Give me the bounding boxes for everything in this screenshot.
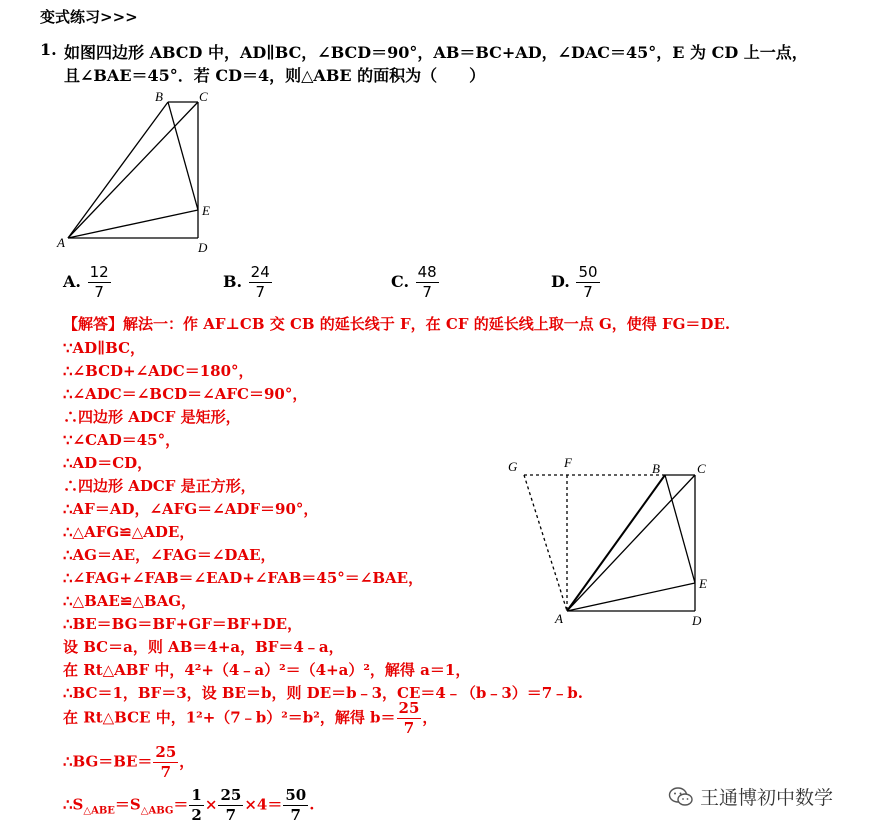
figure-square-construction <box>500 455 725 635</box>
segment-ae <box>567 583 695 611</box>
option-b-value: $\frac{24}{7}$ <box>250 263 270 301</box>
solution-step: 设 BC＝a，则 AB＝4+a，BF＝4﹣a， <box>63 638 344 656</box>
question-line-1: 如图四边形 ABCD 中，AD∥BC，∠BCD＝90°，AB＝BC+AD，∠DAC＝45°，E 为 CD 上一点， <box>64 43 808 62</box>
solution-bg-be: ∴BG＝BE＝ $\frac{25}{7}$ ， <box>63 743 195 781</box>
label-d: D <box>692 613 702 628</box>
label-g: G <box>508 459 518 474</box>
label-a: A <box>555 611 563 626</box>
label-f: F <box>564 455 572 470</box>
solution-area: $\therefore S_{\triangle ABE}=S_{\triangle ABG}=$ $\frac{1}{2}$ × $\frac{25}{7}$ ×4＝ $\frac{50}{7}$ . <box>63 786 315 824</box>
option-a[interactable] <box>63 265 112 300</box>
solution-step: ∴AF＝AD，∠AFG＝∠ADF＝90°， <box>63 500 319 518</box>
solution-step: ∴∠ADC＝∠BCD＝∠AFC＝90°， <box>63 385 308 403</box>
solution-rt-bce: 在 Rt△BCE 中，1²+（7﹣b）²＝b²，解得 b＝ $\frac{25}{7}$ ， <box>63 699 438 737</box>
label-c: C <box>697 461 706 476</box>
solution-step: ∴BE＝BG＝BF+GF＝BF+DE， <box>63 615 303 633</box>
segment-ga <box>524 475 567 611</box>
solution-step: ∴△BAE≌△BAG， <box>63 592 197 610</box>
question-line-2: 且∠BAE＝45°．若 CD＝4，则△ABE 的面积为（ ） <box>64 66 486 85</box>
solution-step: ∴∠FAG+∠FAB＝∠EAD+∠FAB＝45°＝∠BAE， <box>63 569 424 587</box>
segment-ae <box>68 210 198 238</box>
question-number: 1. <box>40 40 57 59</box>
section-title: 变式练习>>> <box>40 8 138 26</box>
option-b[interactable] <box>223 265 273 300</box>
solution-header: 【解答】解法一：作 AF⊥CB 交 CB 的延长线于 F，在 CF 的延长线上取一点 G，使得 FG＝DE. <box>63 315 731 333</box>
solution-step: ∴AD＝CD， <box>63 454 153 472</box>
solution-step: ∴△AFG≌△ADE， <box>63 523 195 541</box>
label-e: E <box>202 203 210 218</box>
option-c-letter: C. <box>391 272 410 291</box>
option-d[interactable] <box>551 265 601 300</box>
solution-step: 在 Rt△ABF 中，4²+（4﹣a）²＝（4+a）²，解得 a＝1， <box>63 661 471 679</box>
segment-ac <box>68 102 198 238</box>
solution-step: ∴AG＝AE，∠FAG＝∠DAE， <box>63 546 276 564</box>
solution-step: ∵∠CAD＝45°， <box>63 431 181 449</box>
solution-step: ∵AD∥BC， <box>63 339 146 357</box>
label-b: B <box>155 89 163 104</box>
segment-ab <box>567 475 665 611</box>
wechat-icon <box>668 786 694 808</box>
solution-step: ∴∠BCD+∠ADC＝180°， <box>63 362 254 380</box>
solution-step: ∴BC＝1，BF＝3，设 BE＝b，则 DE＝b﹣3，CE＝4﹣（b﹣3）＝7﹣b. <box>63 684 583 702</box>
label-e: E <box>699 576 707 591</box>
option-d-value: $\frac{50}{7}$ <box>578 263 598 301</box>
option-d-letter: D. <box>551 272 570 291</box>
label-c: C <box>199 89 208 104</box>
label-b: B <box>652 461 660 476</box>
label-a: A <box>57 235 65 250</box>
solution-step: ∴四边形 ADCF 是矩形， <box>63 408 241 426</box>
watermark <box>668 783 833 810</box>
watermark-text: 王通博初中数学 <box>700 787 834 809</box>
option-c[interactable] <box>391 265 440 300</box>
solution-step: ∴四边形 ADCF 是正方形， <box>63 477 256 495</box>
segment-ab <box>68 102 168 238</box>
segment-ac <box>567 475 695 611</box>
option-a-letter: A. <box>63 272 81 291</box>
label-d: D <box>198 240 208 255</box>
option-c-value: $\frac{48}{7}$ <box>417 263 437 301</box>
option-a-value: $\frac{12}{7}$ <box>89 263 109 301</box>
figure-quadrilateral <box>55 85 225 260</box>
option-b-letter: B. <box>223 272 243 291</box>
